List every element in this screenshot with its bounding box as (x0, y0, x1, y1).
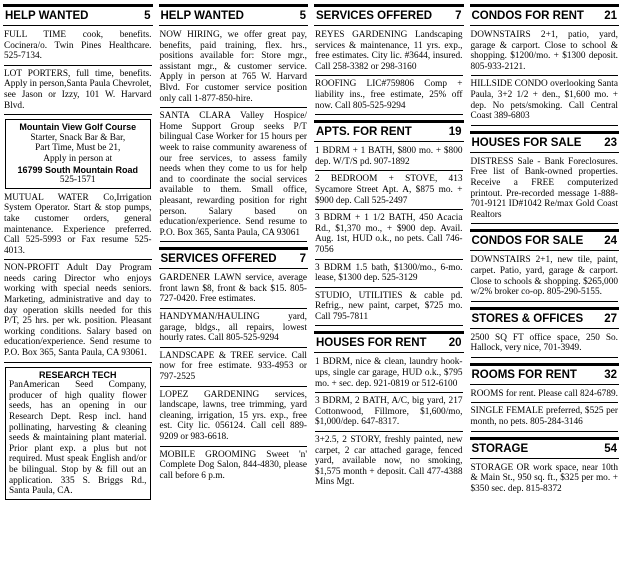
section-header-help-wanted (159, 4, 309, 26)
classified-ad: DISTRESS Sale - Bank Foreclosures. Free list of Bank-owned properties. Receive a FREE computerized printout. Pre-recorded message 1-888-701-9121 ID#1042 Re/max Gold Coast Realtors (471, 157, 619, 225)
classified-ad: HANDYMAN/HAULING yard, garage, bldgs., all repairs, lowest hourly rates. Call 805-525-9294 (160, 312, 308, 348)
section-title: HELP WANTED (160, 10, 244, 22)
classified-ad: 3 BDRM, 2 BATH, A/C, big yard, 217 Cottonwood, Fillmore, $1,600/mo, $1,000/dep. 647-8317. (315, 396, 463, 432)
column-4 (470, 4, 620, 566)
column-3 (314, 4, 464, 566)
classified-ad: NON-PROFIT Adult Day Program needs caring Director who enjoys working with special needs seniors. Marketing, administrative and day to day operation skills needed for this P/T, 25 hrs. per wk. position. Pleasant working conditions. Salary based on education/experience. Send resume to P.O. Box 365, Santa Paula, CA 93061. (4, 263, 152, 362)
classified-ad: 1 BDRM, nice & clean, laundry hook-ups, single car garage, HUD o.k., $795 mo. + sec. dep. 921-0819 or 512-6100 (315, 357, 463, 393)
section-header-services-offered (159, 247, 309, 269)
section-title: HELP WANTED (5, 10, 89, 22)
section-header-houses-for-sale (470, 131, 620, 153)
section-header-condos-for-sale (470, 229, 620, 251)
column-1 (3, 4, 153, 566)
boxed-ad-body: PanAmerican Seed Company, producer of high quality flower seeds, has an opening in our Research Dept. Resp incl. hand pollinating, harvesting & cleaning seeds & maintaining plant material. Prior plant exp. a plus but not required. Must speak English and/or be bilingual. Stop by & fill out an application. 335 S. Briggs Rd., Santa Paula, CA. (9, 380, 147, 497)
classified-ad: LOPEZ GARDENING services, landscape, lawns, tree trimming, yard cleaning, irrigation, 15 yrs. exp., free est. City lic. 056124. Call cell 889-9209 or 983-6618. (160, 390, 308, 447)
classified-ad: LANDSCAPE & TREE service. Call now for free estimate. 933-4953 or 797-2525 (160, 351, 308, 387)
section-header-stores-offices (470, 307, 620, 329)
section-number: 54 (604, 442, 617, 455)
section-header-condos-for-rent (470, 4, 620, 26)
section-header-services-offered (314, 4, 464, 26)
boxed-ad-research-tech (5, 367, 151, 500)
section-header-houses-for-rent (314, 331, 464, 353)
section-title: CONDOS FOR SALE (471, 235, 584, 248)
section-number: 21 (604, 10, 617, 22)
classified-ad: MUTUAL WATER Co,Irrigation System Operator. Start & stop pumps, take customer orders, general maintenance. Experience preferred. Call 525-5993 or Fax resume 525-4013. (4, 193, 152, 261)
classified-ad: 1 BDRM + 1 BATH, $800 mo. + $800 dep. W/T/S pd. 907-1892 (315, 146, 463, 171)
classified-ad: REYES GARDENING Landscaping services & maintenance, 11 yrs. exp., free estimates. City lic. #3644, insured. Call 258-3382 or 298-3160 (315, 30, 463, 76)
section-title: HOUSES FOR RENT (316, 337, 427, 350)
section-number: 5 (299, 10, 306, 22)
column-2 (159, 4, 309, 566)
classified-ad: 2 BEDROOM + STOVE, 413 Sycamore Street Apt. A, $875 mo. + $900 dep. Call 525-2497 (315, 174, 463, 210)
classified-ad: NOW HIRING, we offer great pay, benefits, paid training, flex. hrs., positions available for: Store mgr., assistant mgr., & customer service. Apply in person at 765 W. Harvard Blvd. For customer service position only call 1-877-850-hire. (160, 30, 308, 108)
classified-ad: 2500 SQ FT office space, 250 So. Hallock, very nice, 701-3949. (471, 333, 619, 358)
section-title: STORAGE (471, 442, 529, 455)
section-number: 27 (604, 312, 617, 325)
classified-ad: 3 BDRM 1.5 bath, $1300/mo., 6-mo. lease, $1300 dep. 525-3129 (315, 263, 463, 288)
section-number: 19 (448, 126, 462, 139)
section-title: ROOMS FOR RENT (471, 368, 577, 381)
section-header-storage (470, 437, 620, 459)
classified-ad: STUDIO, UTILITIES & cable pd. Refrig., new paint, carpet, $725 mo. Call 795-7811 (315, 291, 463, 327)
boxed-ad-line: Apply in person at (43, 153, 113, 164)
classified-ad: SINGLE FEMALE preferred, $525 per month, no pets. 805-284-3146 (471, 406, 619, 431)
classified-ad: DOWNSTAIRS 2+1, new tile, paint, carpet. Patio, yard, garage & carport. Close to schools & shopping. $265,000 w/2% broker co-op. 805-290-5155. (471, 255, 619, 301)
classified-ad: MOBILE GROOMING Sweet 'n' Complete Dog Salon, 844-4830, please call before 6 p.m. (159, 449, 307, 481)
boxed-ad-line: Starter, Snack Bar & Bar, (30, 132, 126, 143)
boxed-ad-line: Part Time, Must be 21, (35, 143, 121, 154)
classified-ad: LOT PORTERS, full time, benefits. Apply in person,Santa Paula Chevrolet, see Jason or Izzy, 101 W. Harvard Blvd. (4, 69, 152, 115)
section-header-rooms-for-rent (470, 363, 620, 385)
section-title: SERVICES OFFERED (316, 10, 433, 22)
classified-ad: DOWNSTAIRS 2+1, patio, yard, garage & carport. Close to school & shopping. $1200/mo. + $1300 deposit. 805-933-2121. (471, 30, 619, 76)
section-number: 23 (604, 136, 617, 149)
section-title: CONDOS FOR RENT (471, 10, 584, 22)
section-header-apts-for-rent (314, 120, 464, 142)
classifieds-page (3, 4, 619, 566)
section-title: SERVICES OFFERED (160, 253, 277, 266)
section-number: 5 (144, 10, 151, 22)
section-title: STORES & OFFICES (471, 312, 584, 325)
boxed-ad-phone: 525-1571 (59, 175, 96, 186)
boxed-ad-title: RESEARCH TECH (38, 369, 117, 380)
classified-ad: FULL TIME cook, benefits. Cocinera/o. Twin Pines Healthcare. 525-7134. (4, 30, 152, 66)
section-number: 7 (299, 253, 306, 266)
section-header-help-wanted (3, 4, 153, 26)
classified-ad: 3 BDRM + 1 1/2 BATH, 450 Acacia Rd., $1,370 mo., + $900 dep. Avail. Aug. 1st, HUD o.k., no pets. Call 746-7056 (315, 213, 463, 259)
section-title: APTS. FOR RENT (316, 126, 412, 139)
boxed-ad-address: 16799 South Mountain Road (17, 164, 138, 175)
section-number: 20 (448, 337, 462, 350)
section-number: 24 (604, 235, 617, 248)
boxed-ad-title: Mountain View Golf Course (19, 122, 137, 133)
classified-ad: 3+2.5, 2 STORY, freshly painted, new carpet, 2 car attached garage, fenced yard, available now, no smoking, $1,575 month + deposit. Call 477-4388 Mins Mgt. (315, 435, 463, 488)
boxed-ad-golf-course (5, 119, 151, 189)
section-title: HOUSES FOR SALE (471, 136, 582, 149)
classified-ad: ROOFING LIC#759806 Comp + liability ins., free estimate, 25% off now. Call 805-525-9294 (315, 79, 463, 115)
classified-ad: SANTA CLARA Valley Hospice/ Home Support Group seeks P/T bilingual Case Worker for 15 hours per week to raise community awareness of our free services, to assess family needs when they come to us for help and to coordinate the social services available to them. Small office, pleasant, rewarding position for right person. Salary based on education/experience. Send resume to P.O. Box 365, Santa Paula, CA 93061 (160, 111, 308, 242)
classified-ad: HILLSIDE CONDO overlooking Santa Paula, 3+2 1/2 + den., $1,600 mo. + dep. No pets/smoking. Call Central Coast 389-6803 (471, 79, 619, 125)
classified-ad: STORAGE OR work space, near 10th & Main St., 950 sq. ft., $325 per mo. + $350 sec. dep. 815-8372 (470, 462, 618, 494)
classified-ad: ROOMS for rent. Please call 824-6789. (471, 389, 619, 404)
section-number: 7 (455, 10, 462, 22)
section-number: 32 (604, 368, 617, 381)
classified-ad: GARDENER LAWN service, average front lawn $8, front & back $15. 805-727-0420. Free estimates. (160, 273, 308, 309)
